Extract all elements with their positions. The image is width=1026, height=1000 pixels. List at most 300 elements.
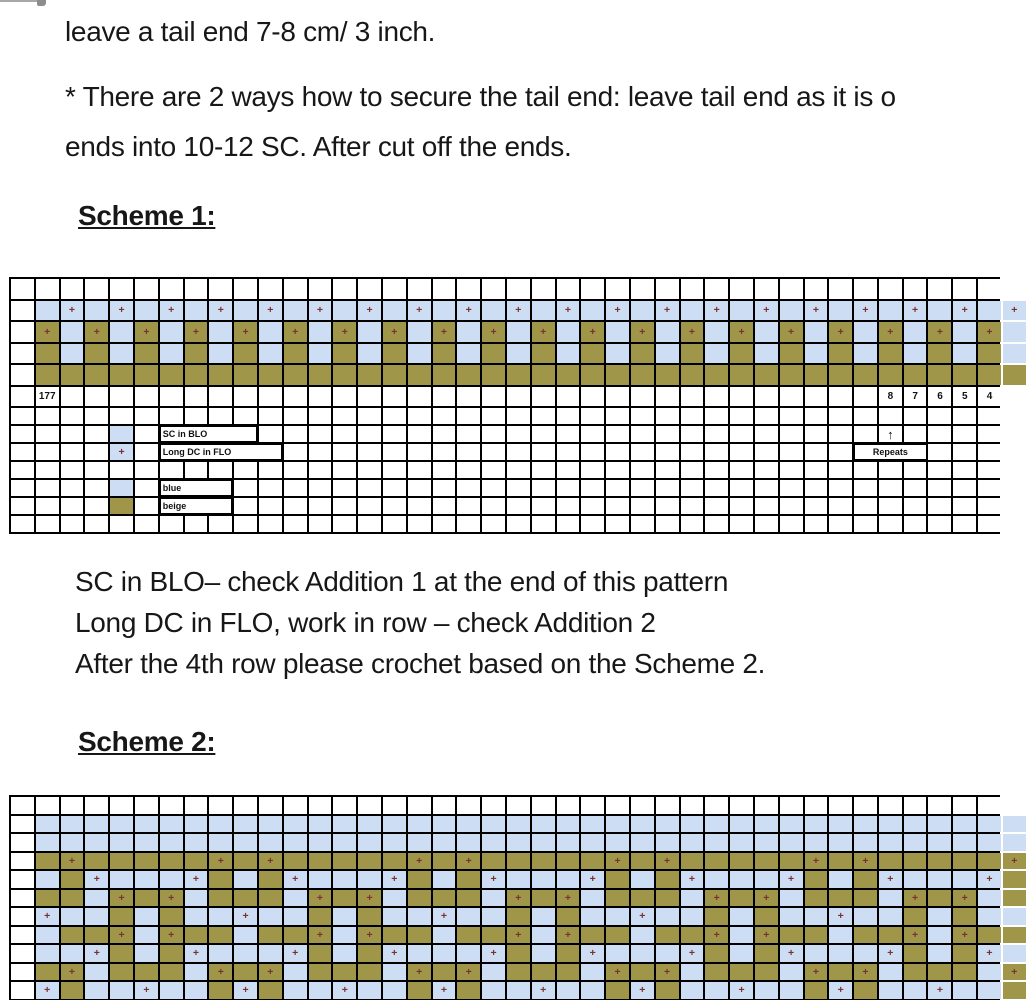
grid-cell	[879, 365, 902, 385]
grid-cell	[557, 871, 580, 888]
grid-cell	[85, 853, 108, 870]
grid-cell	[61, 982, 84, 999]
grid-cell	[829, 279, 852, 299]
grid-cell	[36, 365, 59, 385]
grid-cell	[36, 462, 59, 478]
grid-cell	[780, 964, 803, 981]
grid-cell	[284, 927, 307, 944]
grid-cell	[1003, 927, 1026, 944]
grid-cell	[730, 871, 753, 888]
grid-cell: +	[879, 945, 902, 962]
grid-cell	[805, 480, 828, 496]
grid-cell	[160, 816, 183, 833]
grid-cell	[234, 871, 257, 888]
grid-cell	[284, 301, 307, 321]
grid-cell	[928, 279, 951, 299]
grid-cell	[681, 344, 704, 364]
grid-cell	[358, 387, 381, 407]
grid-cell	[110, 964, 133, 981]
grid-cell	[532, 498, 555, 514]
grid-cell	[383, 853, 406, 870]
grid-cell	[854, 945, 877, 962]
grid-cell	[953, 408, 976, 424]
grid-cell	[755, 426, 778, 442]
grid-cell	[383, 279, 406, 299]
grid-cell	[681, 797, 704, 814]
grid-cell	[209, 516, 232, 532]
grid-cell	[606, 797, 629, 814]
grid-cell	[507, 945, 530, 962]
grid-cell	[532, 516, 555, 532]
grid-cell	[705, 797, 728, 814]
note-line: After the 4th row please crochet based on the Scheme 2.	[75, 648, 766, 679]
grid-cell: +	[259, 301, 282, 321]
grid-cell	[978, 982, 1001, 999]
grid-cell	[631, 871, 654, 888]
grid-cell	[259, 890, 282, 907]
grid-cell	[85, 301, 108, 321]
grid-cell	[879, 816, 902, 833]
grid-cell	[705, 365, 728, 385]
grid-cell	[234, 964, 257, 981]
grid-cell: +	[383, 322, 406, 342]
grid-cell	[631, 890, 654, 907]
grid-cell	[1003, 279, 1026, 299]
grid-cell	[284, 982, 307, 999]
grid-cell	[110, 480, 133, 496]
grid-cell	[457, 462, 480, 478]
grid-cell	[978, 444, 1001, 460]
body-text-line: * There are 2 ways how to secure the tail end: leave tail end as it is o	[65, 81, 896, 112]
grid-cell	[681, 908, 704, 925]
grid-cell	[581, 365, 604, 385]
grid-cell	[705, 498, 728, 514]
grid-cell	[755, 516, 778, 532]
grid-cell: +	[904, 927, 927, 944]
grid-cell: +	[532, 982, 555, 999]
grid-cell	[507, 426, 530, 442]
grid-cell: +	[854, 301, 877, 321]
grid-cell	[11, 982, 34, 999]
grid-cell	[333, 387, 356, 407]
grid-cell	[829, 964, 852, 981]
grid-cell	[309, 444, 332, 460]
grid-cell: +	[234, 908, 257, 925]
grid-cell	[85, 279, 108, 299]
grid-cell	[160, 834, 183, 851]
grid-cell	[705, 322, 728, 342]
grid-cell	[160, 408, 183, 424]
grid-cell	[333, 890, 356, 907]
grid-cell	[532, 426, 555, 442]
grid-cell	[209, 344, 232, 364]
grid-cell	[61, 344, 84, 364]
grid-cell: +	[185, 871, 208, 888]
grid-cell	[36, 480, 59, 496]
grid-cell	[557, 834, 580, 851]
grid-cell: +	[507, 890, 530, 907]
grid-cell	[61, 279, 84, 299]
grid-cell	[284, 344, 307, 364]
grid-cell	[408, 444, 431, 460]
grid-cell	[61, 927, 84, 944]
grid-cell	[730, 498, 753, 514]
grid-cell	[978, 426, 1001, 442]
grid-cell	[532, 853, 555, 870]
grid-cell	[805, 908, 828, 925]
grid-cell	[482, 301, 505, 321]
grid-cell	[854, 871, 877, 888]
grid-cell: +	[978, 945, 1001, 962]
grid-cell	[110, 908, 133, 925]
grid-cell	[606, 387, 629, 407]
grid-cell	[705, 945, 728, 962]
grid-cell	[879, 344, 902, 364]
grid-cell	[333, 945, 356, 962]
grid-cell	[879, 964, 902, 981]
grid-cell	[209, 871, 232, 888]
grid-cell	[333, 816, 356, 833]
grid-cell	[110, 387, 133, 407]
grid-cell	[507, 365, 530, 385]
grid-cell	[160, 945, 183, 962]
grid-cell: +	[333, 322, 356, 342]
grid-cell	[904, 982, 927, 999]
grid-cell	[507, 408, 530, 424]
grid-cell	[532, 964, 555, 981]
grid-cell	[780, 365, 803, 385]
grid-cell	[185, 516, 208, 532]
grid-cell	[234, 498, 257, 514]
grid-cell	[433, 344, 456, 364]
grid-cell	[829, 462, 852, 478]
grid-cell	[457, 945, 480, 962]
grid-cell: +	[755, 301, 778, 321]
grid-cell	[681, 444, 704, 460]
grid-cell	[532, 816, 555, 833]
grid-cell	[259, 480, 282, 496]
grid-cell	[433, 890, 456, 907]
grid-cell	[953, 444, 976, 460]
grid-cell	[755, 853, 778, 870]
grid-cell	[730, 301, 753, 321]
grid-cell	[730, 426, 753, 442]
grid-cell	[978, 480, 1001, 496]
grid-cell	[631, 816, 654, 833]
grid-cell	[383, 387, 406, 407]
grid-cell: +	[978, 322, 1001, 342]
grid-cell: +	[557, 890, 580, 907]
grid-cell: +	[209, 301, 232, 321]
grid-cell	[928, 927, 951, 944]
grid-cell	[730, 945, 753, 962]
grid-cell	[11, 301, 34, 321]
grid-cell	[780, 426, 803, 442]
grid-cell	[259, 322, 282, 342]
stitch-number: 4	[986, 390, 993, 402]
grid-cell	[259, 982, 282, 999]
grid-cell	[656, 516, 679, 532]
grid-cell: +	[631, 322, 654, 342]
grid-cell	[1003, 462, 1026, 478]
grid-cell: +	[36, 908, 59, 925]
grid-cell: +	[681, 322, 704, 342]
grid-cell: +	[730, 322, 753, 342]
grid-cell	[879, 516, 902, 532]
grid-cell	[755, 322, 778, 342]
grid-cell	[780, 853, 803, 870]
grid-cell	[829, 444, 852, 460]
grid-cell: +	[978, 871, 1001, 888]
grid-cell	[1003, 426, 1026, 442]
grid-cell	[928, 301, 951, 321]
grid-cell	[631, 426, 654, 442]
grid-cell	[61, 365, 84, 385]
grid-cell	[160, 387, 183, 407]
grid-cell	[805, 444, 828, 460]
grid-cell	[755, 444, 778, 460]
grid-cell	[309, 964, 332, 981]
grid-cell	[433, 945, 456, 962]
grid-cell	[482, 908, 505, 925]
grid-cell	[681, 480, 704, 496]
grid-cell	[135, 816, 158, 833]
grid-cell: +	[904, 301, 927, 321]
grid-cell	[209, 945, 232, 962]
grid-cell	[135, 853, 158, 870]
grid-cell	[11, 365, 34, 385]
grid-cell	[11, 426, 34, 442]
grid-cell	[755, 462, 778, 478]
grid-cell: +	[185, 322, 208, 342]
grid-cell	[780, 444, 803, 460]
grid-cell	[482, 982, 505, 999]
grid-cell	[185, 408, 208, 424]
grid-cell	[656, 982, 679, 999]
grid-cell	[433, 964, 456, 981]
grid-cell	[656, 890, 679, 907]
grid-cell	[358, 426, 381, 442]
grid-cell	[755, 480, 778, 496]
grid-cell	[730, 279, 753, 299]
grid-cell	[234, 365, 257, 385]
grid-cell	[408, 480, 431, 496]
grid-cell	[730, 444, 753, 460]
grid-cell	[978, 365, 1001, 385]
grid-cell: +	[482, 945, 505, 962]
grid-cell	[780, 797, 803, 814]
grid-cell	[185, 797, 208, 814]
grid-cell	[581, 816, 604, 833]
grid-cell	[631, 964, 654, 981]
grid-cell: +	[953, 890, 976, 907]
grid-cell	[681, 426, 704, 442]
legend-long-dc-in-flo-label: Long DC in FLO	[160, 444, 282, 460]
grid-cell	[829, 480, 852, 496]
grid-cell	[259, 408, 282, 424]
grid-cell	[234, 945, 257, 962]
grid-cell	[829, 516, 852, 532]
grid-cell	[259, 908, 282, 925]
grid-cell	[85, 964, 108, 981]
scheme1-grid	[9, 277, 1018, 534]
grid-cell	[457, 982, 480, 999]
grid-cell	[780, 927, 803, 944]
grid-cell	[904, 480, 927, 496]
grid-cell	[829, 797, 852, 814]
grid-cell	[110, 945, 133, 962]
grid-cell	[110, 982, 133, 999]
grid-cell	[383, 964, 406, 981]
grid-cell	[309, 480, 332, 496]
grid-cell	[358, 797, 381, 814]
grid-cell	[854, 816, 877, 833]
grid-cell	[85, 365, 108, 385]
grid-cell	[457, 444, 480, 460]
body-text-line: leave a tail end 7-8 cm/ 3 inch.	[65, 16, 436, 47]
grid-cell	[482, 408, 505, 424]
grid-cell	[681, 853, 704, 870]
grid-cell	[656, 871, 679, 888]
grid-cell: +	[408, 301, 431, 321]
grid-cell	[383, 301, 406, 321]
grid-cell	[606, 816, 629, 833]
grid-cell	[805, 945, 828, 962]
grid-cell	[333, 344, 356, 364]
grid-cell	[259, 871, 282, 888]
grid-cell	[730, 908, 753, 925]
grid-cell	[457, 797, 480, 814]
grid-cell	[904, 945, 927, 962]
grid-cell	[36, 927, 59, 944]
grid-cell	[209, 387, 232, 407]
grid-cell	[1003, 871, 1026, 888]
grid-cell	[581, 426, 604, 442]
grid-cell	[110, 408, 133, 424]
grid-cell	[606, 480, 629, 496]
grid-cell	[209, 279, 232, 299]
grid-cell	[185, 834, 208, 851]
grid-cell: +	[433, 908, 456, 925]
grid-cell	[185, 462, 208, 478]
grid-cell	[185, 279, 208, 299]
grid-cell	[160, 322, 183, 342]
grid-cell	[606, 982, 629, 999]
scheme1-heading: Scheme 1:	[78, 200, 216, 231]
grid-cell: +	[61, 964, 84, 981]
grid-cell	[408, 365, 431, 385]
grid-cell	[879, 890, 902, 907]
grid-cell	[532, 279, 555, 299]
grid-cell: +	[953, 927, 976, 944]
grid-cell	[928, 816, 951, 833]
grid-cell	[631, 279, 654, 299]
grid-cell	[36, 890, 59, 907]
grid-cell: +	[433, 982, 456, 999]
grid-cell	[209, 816, 232, 833]
grid-cell	[656, 908, 679, 925]
grid-cell	[234, 890, 257, 907]
grid-cell	[61, 797, 84, 814]
grid-cell	[928, 945, 951, 962]
grid-cell	[11, 797, 34, 814]
grid-cell	[234, 301, 257, 321]
grid-cell	[85, 816, 108, 833]
grid-cell	[557, 816, 580, 833]
grid-cell	[135, 498, 158, 514]
grid-cell	[904, 516, 927, 532]
grid-cell	[631, 498, 654, 514]
grid-cell	[433, 853, 456, 870]
grid-cell	[482, 816, 505, 833]
grid-cell	[457, 408, 480, 424]
grid-cell	[631, 927, 654, 944]
grid-cell	[11, 462, 34, 478]
grid-cell	[309, 498, 332, 514]
grid-cell	[780, 301, 803, 321]
grid-cell	[383, 344, 406, 364]
grid-cell: +	[160, 927, 183, 944]
grid-cell	[309, 797, 332, 814]
grid-cell	[631, 344, 654, 364]
grid-cell	[333, 927, 356, 944]
grid-cell	[408, 498, 431, 514]
grid-cell	[185, 964, 208, 981]
grid-cell: +	[408, 853, 431, 870]
grid-cell	[928, 853, 951, 870]
grid-cell: +	[879, 871, 902, 888]
grid-cell	[581, 279, 604, 299]
grid-cell	[656, 444, 679, 460]
grid-cell	[234, 344, 257, 364]
grid-cell	[333, 908, 356, 925]
grid-cell	[135, 387, 158, 407]
grid-cell	[36, 816, 59, 833]
grid-cell	[854, 387, 877, 407]
grid-cell	[36, 945, 59, 962]
grid-cell	[61, 890, 84, 907]
grid-cell	[953, 279, 976, 299]
grid-cell	[433, 301, 456, 321]
grid-cell	[284, 426, 307, 442]
grid-cell	[209, 365, 232, 385]
grid-cell	[383, 408, 406, 424]
grid-cell	[879, 927, 902, 944]
grid-cell	[780, 344, 803, 364]
grid-cell	[36, 344, 59, 364]
grid-cell	[284, 462, 307, 478]
grid-cell	[681, 964, 704, 981]
grid-cell	[234, 462, 257, 478]
grid-cell	[110, 365, 133, 385]
grid-cell	[953, 426, 976, 442]
grid-cell	[557, 387, 580, 407]
grid-cell	[953, 908, 976, 925]
grid-cell	[482, 480, 505, 496]
grid-cell	[11, 516, 34, 532]
grid-cell	[730, 890, 753, 907]
grid-cell	[185, 927, 208, 944]
grid-cell	[730, 387, 753, 407]
grid-cell	[507, 834, 530, 851]
grid-cell: +	[904, 890, 927, 907]
grid-cell	[780, 816, 803, 833]
stitch-number: 6	[937, 390, 943, 402]
grid-cell	[11, 344, 34, 364]
grid-cell	[482, 516, 505, 532]
grid-cell	[854, 480, 877, 496]
grid-cell	[383, 982, 406, 999]
